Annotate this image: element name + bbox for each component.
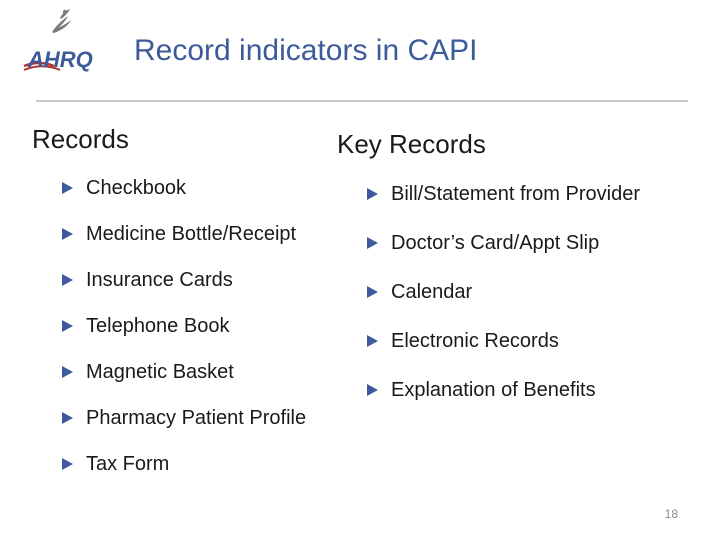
triangle-right-icon [367, 188, 378, 200]
records-heading: Records [32, 124, 129, 154]
list-item-label: Telephone Book [86, 315, 230, 337]
records-list [62, 176, 306, 498]
triangle-right-icon [62, 320, 73, 332]
ahrq-logo [22, 38, 106, 74]
list-item [367, 280, 640, 304]
triangle-right-icon [62, 182, 73, 194]
list-item-label: Medicine Bottle/Receipt [86, 223, 297, 245]
triangle-right-icon [62, 228, 73, 240]
triangle-right-icon [62, 274, 73, 286]
list-item-label: Bill/Statement from Provider [391, 183, 640, 205]
triangle-right-icon [367, 286, 378, 298]
hhs-eagle-icon [46, 6, 76, 36]
triangle-right-icon [62, 366, 73, 378]
ahrq-logo-text: AHRQ [28, 47, 93, 72]
list-item [367, 329, 640, 353]
slide-title: Record indicators in CAPI [134, 34, 478, 67]
list-item [62, 452, 306, 476]
list-item [62, 406, 306, 430]
key-records-heading: Key Records [337, 129, 486, 159]
list-item-label: Pharmacy Patient Profile [86, 407, 307, 429]
triangle-right-icon [367, 335, 378, 347]
list-item-label: Calendar [391, 281, 473, 303]
list-item [62, 268, 306, 292]
key-records-list [367, 182, 640, 427]
list-item [62, 176, 306, 200]
list-item-label: Checkbook [86, 177, 187, 199]
page-number: 18 [664, 507, 678, 521]
triangle-right-icon [62, 458, 73, 470]
triangle-right-icon [62, 412, 73, 424]
list-item-label: Tax Form [86, 453, 170, 475]
triangle-right-icon [367, 384, 378, 396]
list-item [62, 314, 306, 338]
list-item [62, 360, 306, 384]
list-item-label: Explanation of Benefits [391, 379, 596, 401]
list-item-label: Magnetic Basket [86, 361, 234, 383]
list-item-label: Doctor’s Card/Appt Slip [391, 232, 600, 254]
list-item [367, 182, 640, 206]
triangle-right-icon [367, 237, 378, 249]
list-item [367, 378, 640, 402]
list-item [62, 222, 306, 246]
list-item-label: Insurance Cards [86, 269, 233, 291]
title-divider [36, 100, 688, 102]
ahrq-logo-area [22, 6, 108, 76]
list-item [367, 231, 640, 255]
list-item-label: Electronic Records [391, 330, 559, 352]
